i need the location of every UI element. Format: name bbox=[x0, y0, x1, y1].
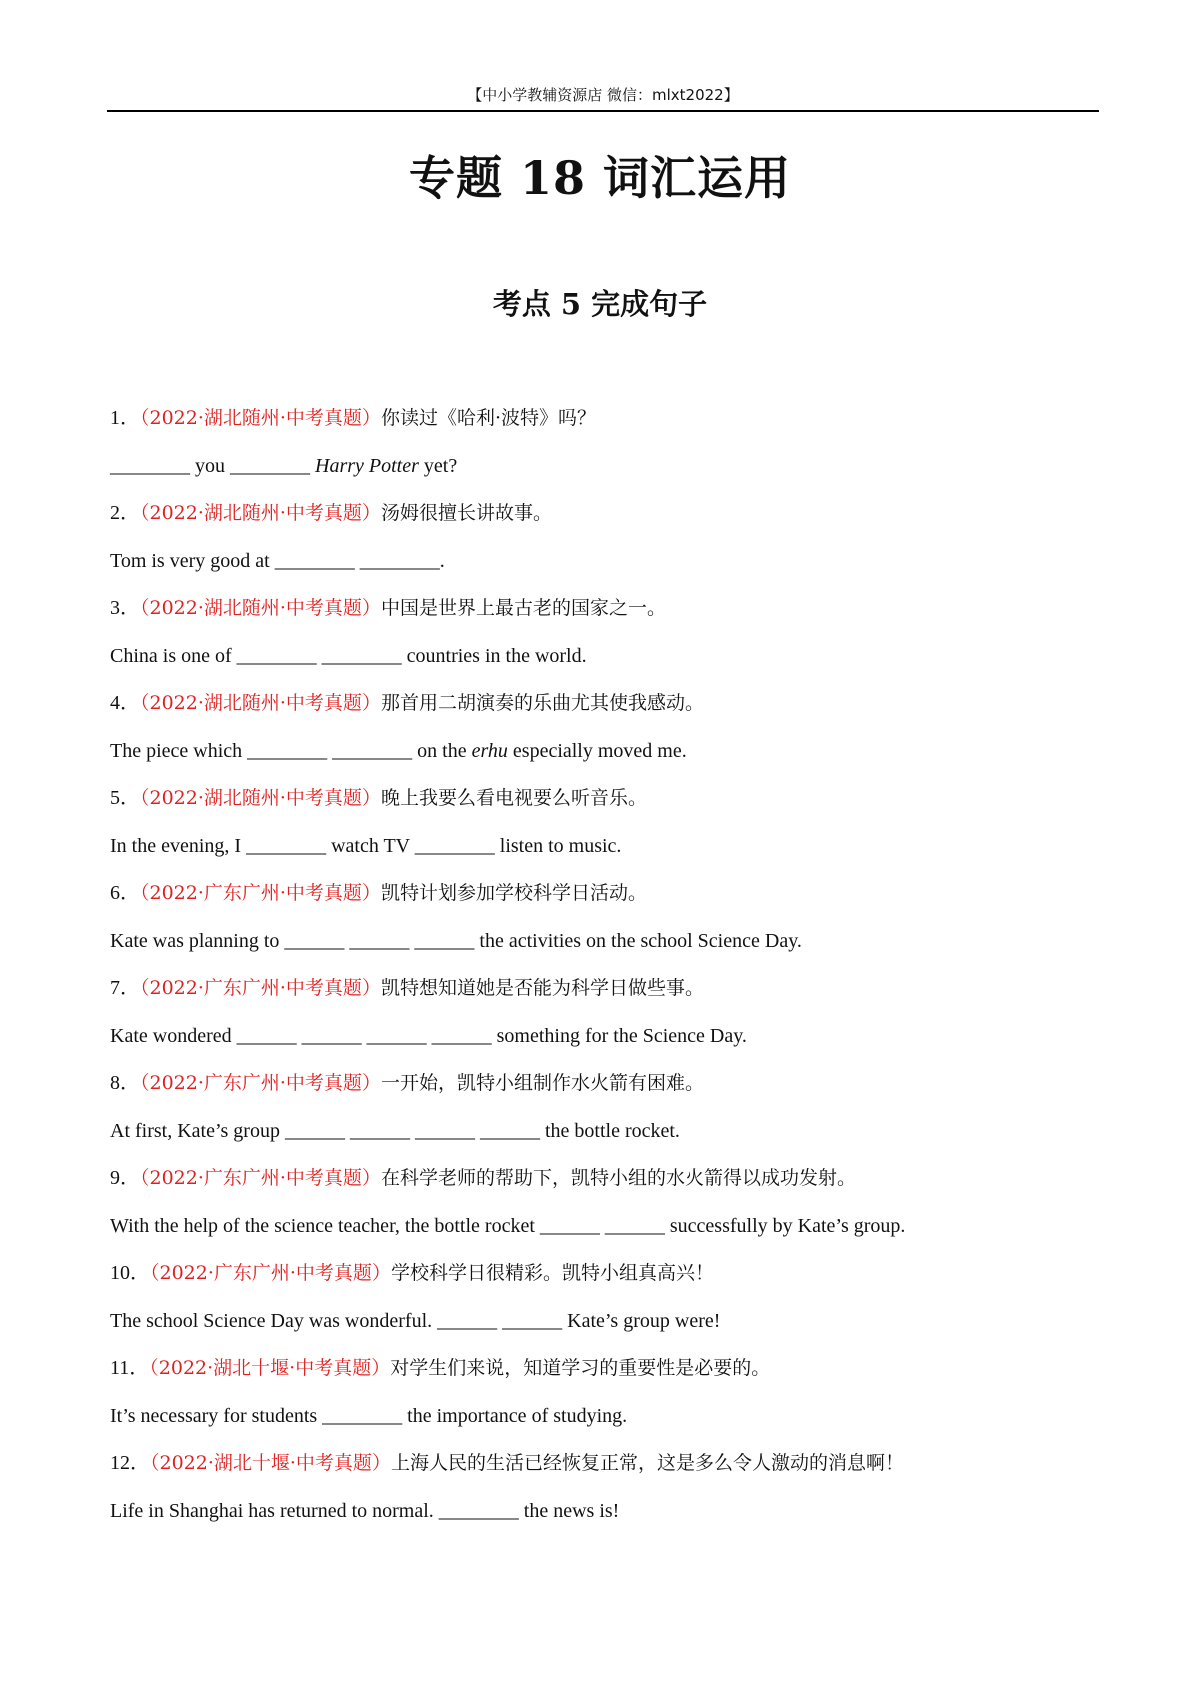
answer-segment: Tom is very good at ________ ________. bbox=[110, 549, 445, 572]
answer-segment: yet? bbox=[418, 454, 458, 477]
answer-sentence bbox=[110, 641, 1100, 689]
question-prompt bbox=[110, 1258, 1100, 1306]
page-title: 专题 18 词汇运用 bbox=[408, 151, 792, 205]
question-number: 7． bbox=[110, 977, 140, 999]
question-text: 凯特计划参加学校科学日活动。 bbox=[380, 882, 647, 904]
question-source: （2022·湖北十堰·中考真题） bbox=[150, 1452, 391, 1474]
question-item bbox=[110, 973, 1100, 1068]
question-text: 对学生们来说，知道学习的重要性是必要的。 bbox=[390, 1357, 771, 1379]
section-subtitle: 考点 5 完成句子 bbox=[492, 287, 708, 321]
question-text: 汤姆很擅长讲故事。 bbox=[380, 502, 552, 524]
answer-sentence bbox=[110, 1496, 1100, 1544]
question-number: 6． bbox=[110, 882, 140, 904]
question-item bbox=[110, 688, 1100, 783]
question-prompt bbox=[110, 878, 1100, 926]
question-prompt bbox=[110, 1353, 1100, 1401]
answer-segment: At first, Kate’s group ______ ______ ______ ______ the bottle rocket. bbox=[110, 1119, 680, 1142]
question-text: 一开始，凯特小组制作水火箭有困难。 bbox=[380, 1072, 704, 1094]
question-source: （2022·湖北随州·中考真题） bbox=[140, 502, 381, 524]
answer-segment: Life in Shanghai has returned to normal. ________ the news is! bbox=[110, 1499, 620, 1522]
answer-segment: The piece which ________ ________ on the bbox=[110, 739, 472, 762]
question-prompt bbox=[110, 1068, 1100, 1116]
question-number: 8． bbox=[110, 1072, 140, 1094]
question-prompt bbox=[110, 1163, 1100, 1211]
answer-segment: Kate was planning to ______ ______ ______ the activities on the school Science Day. bbox=[110, 929, 802, 952]
answer-sentence bbox=[110, 1401, 1100, 1449]
question-item bbox=[110, 1258, 1100, 1353]
question-text: 你读过《哈利·波特》吗？ bbox=[380, 407, 596, 429]
header-divider bbox=[107, 110, 1099, 112]
answer-italic-segment: erhu bbox=[471, 739, 508, 762]
answer-segment: ________ you ________ bbox=[110, 454, 315, 477]
answer-segment: especially moved me. bbox=[507, 739, 687, 762]
answer-sentence bbox=[110, 831, 1100, 879]
question-source: （2022·广东广州·中考真题） bbox=[140, 882, 381, 904]
question-item bbox=[110, 1353, 1100, 1448]
question-source: （2022·湖北随州·中考真题） bbox=[140, 692, 381, 714]
question-number: 9． bbox=[110, 1167, 140, 1189]
question-source: （2022·湖北随州·中考真题） bbox=[140, 787, 381, 809]
answer-segment: The school Science Day was wonderful. ______ ______ Kate’s group were! bbox=[110, 1309, 721, 1332]
question-prompt bbox=[110, 1448, 1100, 1496]
question-source: （2022·湖北随州·中考真题） bbox=[140, 407, 381, 429]
question-text: 晚上我要么看电视要么听音乐。 bbox=[380, 787, 647, 809]
answer-segment: Kate wondered ______ ______ ______ ______ something for the Science Day. bbox=[110, 1024, 747, 1047]
question-item bbox=[110, 878, 1100, 973]
question-prompt bbox=[110, 783, 1100, 831]
question-source: （2022·湖北十堰·中考真题） bbox=[149, 1357, 391, 1379]
question-item bbox=[110, 1163, 1100, 1258]
question-item bbox=[110, 403, 1100, 498]
question-item bbox=[110, 783, 1100, 878]
question-number: 5． bbox=[110, 787, 140, 809]
question-item bbox=[110, 1068, 1100, 1163]
question-number: 1． bbox=[110, 407, 140, 429]
question-text: 中国是世界上最古老的国家之一。 bbox=[380, 597, 666, 619]
answer-sentence bbox=[110, 1306, 1100, 1354]
question-number: 3． bbox=[110, 597, 140, 619]
answer-sentence bbox=[110, 736, 1100, 784]
answer-sentence bbox=[110, 1021, 1100, 1069]
question-text: 在科学老师的帮助下，凯特小组的水火箭得以成功发射。 bbox=[380, 1167, 856, 1189]
answer-segment: In the evening, I ________ watch TV ________ listen to music. bbox=[110, 834, 622, 857]
question-text: 凯特想知道她是否能为科学日做些事。 bbox=[380, 977, 704, 999]
question-source: （2022·广东广州·中考真题） bbox=[140, 977, 381, 999]
question-prompt bbox=[110, 973, 1100, 1021]
question-item bbox=[110, 498, 1100, 593]
question-number: 10． bbox=[110, 1262, 150, 1284]
question-number: 11． bbox=[110, 1357, 150, 1379]
answer-segment: It’s necessary for students ________ the importance of studying. bbox=[110, 1404, 628, 1427]
question-source: （2022·广东广州·中考真题） bbox=[140, 1072, 381, 1094]
answer-sentence bbox=[110, 1116, 1100, 1164]
question-prompt bbox=[110, 688, 1100, 736]
answer-segment: With the help of the science teacher, the bottle rocket ______ ______ successfully by Kate’s group. bbox=[110, 1214, 906, 1237]
answer-segment: China is one of ________ ________ countries in the world. bbox=[110, 644, 587, 667]
answer-sentence bbox=[110, 451, 1100, 499]
page-header: 【中小学教辅资源店 微信：mlxt2022】 bbox=[467, 86, 739, 104]
question-source: （2022·广东广州·中考真题） bbox=[140, 1167, 381, 1189]
question-source: （2022·广东广州·中考真题） bbox=[150, 1262, 391, 1284]
question-item bbox=[110, 593, 1100, 688]
answer-italic-segment: Harry Potter bbox=[315, 454, 419, 477]
question-number: 12． bbox=[110, 1452, 150, 1474]
answer-sentence bbox=[110, 926, 1100, 974]
question-prompt bbox=[110, 593, 1100, 641]
question-prompt bbox=[110, 498, 1100, 546]
answer-sentence bbox=[110, 1211, 1100, 1259]
question-text: 学校科学日很精彩。凯特小组真高兴！ bbox=[390, 1262, 714, 1284]
question-text: 那首用二胡演奏的乐曲尤其使我感动。 bbox=[380, 692, 704, 714]
answer-sentence bbox=[110, 546, 1100, 594]
question-number: 2． bbox=[110, 502, 140, 524]
question-prompt bbox=[110, 403, 1100, 451]
question-number: 4． bbox=[110, 692, 140, 714]
question-source: （2022·湖北随州·中考真题） bbox=[140, 597, 381, 619]
question-item bbox=[110, 1448, 1100, 1543]
question-list bbox=[110, 403, 1100, 1543]
question-text: 上海人民的生活已经恢复正常，这是多么令人激动的消息啊！ bbox=[390, 1452, 904, 1474]
